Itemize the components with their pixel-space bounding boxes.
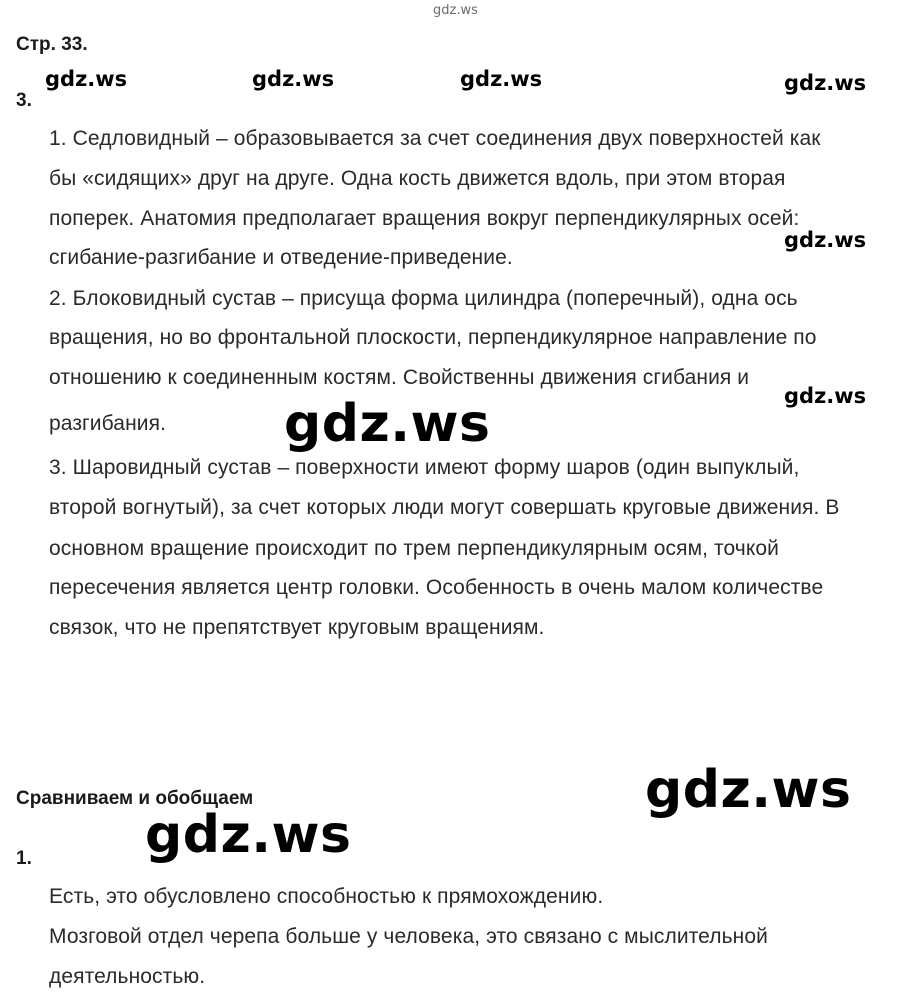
watermark-small-1: gdz.ws xyxy=(45,67,128,91)
watermark-large-1: gdz.ws xyxy=(284,394,491,454)
paragraph-line: пересечения является центр головки. Особенность в очень малом количестве xyxy=(49,576,824,599)
paragraph-line: второй вогнутый), за счет которых люди могут совершать круговые движения. В xyxy=(49,496,840,519)
watermark-large-2: gdz.ws xyxy=(645,760,852,820)
watermark-small-5: gdz.ws xyxy=(784,228,867,252)
task-number: 3. xyxy=(16,90,32,111)
paragraph-line: связок, что не препятствует круговым вращениям. xyxy=(49,616,545,639)
paragraph-line: основном вращение происходит по трем перпендикулярным осям, точкой xyxy=(49,537,779,560)
watermark-small-4: gdz.ws xyxy=(784,71,867,95)
watermark-small-2: gdz.ws xyxy=(252,67,335,91)
paragraph-line: бы «сидящих» друг на друге. Одна кость движется вдоль, при этом вторая xyxy=(49,167,786,190)
paragraph-line: 2. Блоковидный сустав – присуща форма цилиндра (поперечный), одна ось xyxy=(49,287,798,310)
paragraph-line: 3. Шаровидный сустав – поверхности имеют форму шаров (один выпуклый, xyxy=(49,456,800,479)
watermark-large-3: gdz.ws xyxy=(145,805,352,865)
watermark-small-3: gdz.ws xyxy=(460,67,543,91)
answer-line: Мозговой отдел черепа больше у человека, это связано с мыслительной xyxy=(49,925,768,948)
section-task-number: 1. xyxy=(16,848,32,869)
paragraph-line: сгибание-разгибание и отведение-приведение. xyxy=(49,246,513,269)
paragraph-line: поперек. Анатомия предполагает вращения вокруг перпендикулярных осей: xyxy=(49,207,800,230)
paragraph-line: отношению к соединенным костям. Свойственны движения сгибания и xyxy=(49,366,750,389)
paragraph-line: вращения, но во фронтальной плоскости, перпендикулярное направление по xyxy=(49,326,817,349)
paragraph-line: разгибания. xyxy=(49,412,166,435)
watermark-small-6: gdz.ws xyxy=(784,384,867,408)
paragraph-line: 1. Седловидный – образовывается за счет соединения двух поверхностей как xyxy=(49,127,821,150)
page-ref: Стр. 33. xyxy=(16,34,88,55)
watermark-top: gdz.ws xyxy=(433,3,478,18)
section-title: Сравниваем и обобщаем xyxy=(16,788,254,809)
answer-line: Есть, это обусловлено способностью к прямохождению. xyxy=(49,885,604,908)
answer-line: деятельностью. xyxy=(49,965,206,988)
